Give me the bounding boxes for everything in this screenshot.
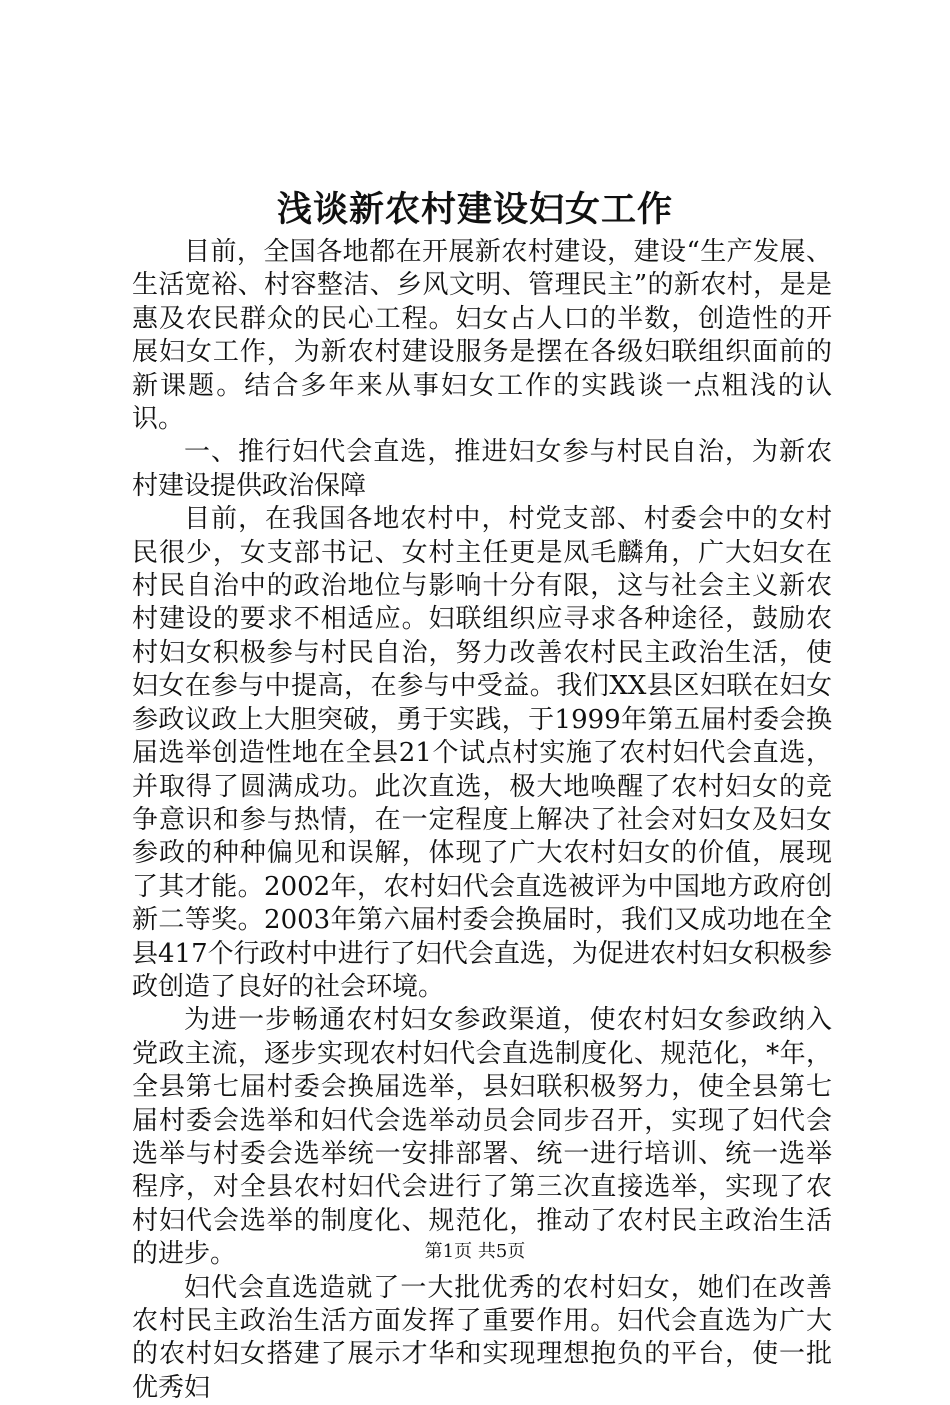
- paragraph-further-measures: 为进一步畅通农村妇女参政渠道，使农村妇女参政纳入党政主流，逐步实现农村妇代会直选制度化、规范化，*年，全县第七届村委会换届选举，县妇联积极努力，使全县第七届村委会选举和妇代会选举动员会同步召开，实现了妇代会选举与村委会选举统一安排部署、统一进行培训、统一选举程序，对全县农村妇代会进行了第三次直接选举，实现了农村妇代会选举的制度化、规范化，推动了农村民主政治生活的进步。: [132, 1005, 832, 1270]
- paragraph-outcomes: 妇代会直选造就了一大批优秀的农村妇女，她们在改善农村民主政治生活方面发挥了重要作用。妇代会直选为广大的农村妇女搭建了展示才华和实现理想抱负的平台，使一批优秀妇: [132, 1272, 832, 1403]
- section-heading: 一、推行妇代会直选，推进妇女参与村民自治，为新农村建设提供政治保障: [132, 437, 832, 501]
- paragraph-current-situation: 目前，在我国各地农村中，村党支部、村委会中的女村民很少，女支部书记、女村主任更是凤毛麟角，广大妇女在村民自治中的政治地位与影响十分有限，这与社会主义新农村建设的要求不相适应。妇联组织应寻求各种途径，鼓励农村妇女积极参与村民自治，努力改善农村民主政治生活，使妇女在参与中提高，在参与中受益。我们XX县区妇联在妇女参政议政上大胆突破，勇于实践，于1999年第五届村委会换届选举创造性地在全县21个试点村实施了农村妇代会直选，并取得了圆满成功。此次直选，极大地唤醒了农村妇女的竞争意识和参与热情，在一定程度上解决了社会对妇女及妇女参政的种种偏见和误解，体现了广大农村妇女的价值，展现了其才能。2002年，农村妇代会直选被评为中国地方政府创新二等奖。2003年第六届村委会换届时，我们又成功地在全县417个行政村中进行了妇代会直选，为促进农村妇女积极参政创造了良好的社会环境。: [132, 504, 832, 1002]
- paragraph-intro: 目前，全国各地都在开展新农村建设，建设“生产发展、生活宽裕、村容整洁、乡风文明、管理民主”的新农村，是是惠及农民群众的民心工程。妇女占人口的半数，创造性的开展妇女工作，为新农村建设服务是摆在各级妇联组织面前的新课题。结合多年来从事妇女工作的实践谈一点粗浅的认识。: [132, 237, 832, 435]
- page-footer: 第1页 共5页: [424, 1241, 526, 1262]
- document-body: [132, 236, 832, 1405]
- document-title: 浅谈新农村建设妇女工作: [276, 189, 673, 230]
